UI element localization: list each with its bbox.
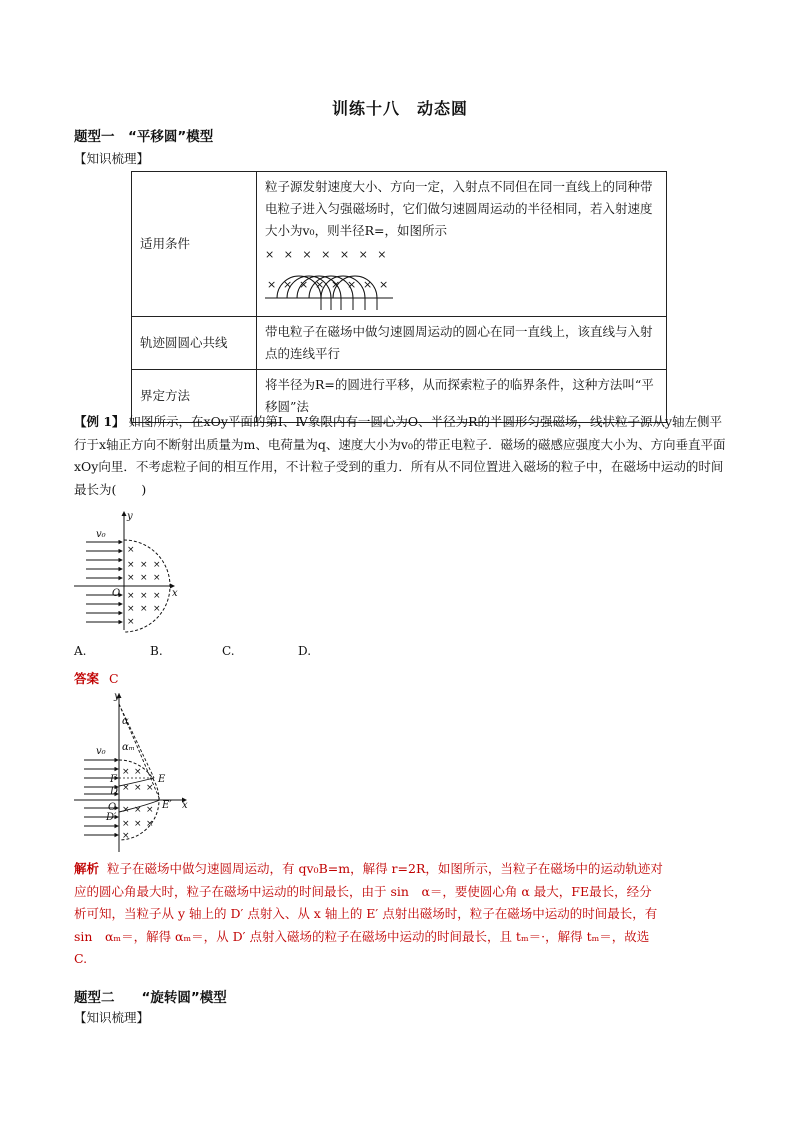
- svg-text:×: ×: [140, 604, 148, 614]
- fig-v0-label: v₀: [96, 529, 106, 540]
- svg-text:×: ×: [153, 604, 161, 614]
- svg-text:×: ×: [153, 591, 161, 601]
- fig-x-label: x: [172, 588, 178, 599]
- option-a: A.: [74, 644, 87, 658]
- svg-text:×: ×: [122, 767, 130, 777]
- fig-origin-label: O: [112, 588, 121, 599]
- svg-text:×: ×: [127, 617, 135, 627]
- fig-y-label: y: [127, 511, 133, 522]
- field-crosses: × × × × × × ×: [265, 248, 390, 261]
- parallel-circles-figure: [265, 242, 658, 312]
- analysis-line: 应的圆心角最大时，粒子在磁场中运动的时间最长，由于 sin α＝，要使圆心角 α 最大，FE最长，经分: [74, 883, 652, 899]
- analysis-label: 解析: [74, 861, 100, 876]
- svg-text:×: ×: [127, 545, 135, 555]
- table-row: [132, 172, 667, 317]
- svg-text:×: ×: [315, 278, 325, 291]
- fig2-eprime-label: E′: [162, 800, 172, 811]
- svg-text:×: ×: [347, 278, 357, 291]
- page-title: 训练十八 动态圆: [331, 99, 468, 118]
- analysis-line: 析可知，当粒子从 y 轴上的 D′ 点射入、从 x 轴上的 E′ 点射出磁场时，粒子在磁场中运动的时间最长，有: [74, 906, 658, 921]
- analysis-line: C.: [74, 951, 88, 966]
- svg-text:×: ×: [122, 831, 130, 841]
- option-d: D.: [298, 644, 312, 658]
- table-cell: [257, 172, 667, 317]
- svg-text:×: ×: [146, 783, 154, 793]
- knowledge-label: 【知识梳理】: [74, 151, 150, 166]
- analysis-line: 解析 粒子在磁场中做匀速圆周运动，有 qv₀B=m，解得 r=2R，如图所示，当粒子在磁场中的运动轨迹对: [74, 861, 663, 876]
- section2-heading: 题型二 “旋转圆”模型: [74, 990, 227, 1006]
- svg-text:×: ×: [134, 819, 142, 829]
- table-text: 粒子源发射速度大小、方向一定，入射点不同但在同一直线上的同种带电粒子进入匀强磁场时，它们做匀速圆周运动的半径相同，若入射速度大小为v₀，则半径R=，如图所示: [265, 179, 653, 238]
- example-figure: [74, 508, 194, 633]
- svg-text:×: ×: [122, 805, 130, 815]
- svg-text:×: ×: [140, 591, 148, 601]
- fig2-f-label: F: [110, 774, 117, 785]
- svg-text:×: ×: [267, 278, 277, 291]
- table-row: [132, 317, 667, 370]
- svg-text:×: ×: [140, 560, 148, 570]
- option-b: B.: [150, 644, 163, 658]
- svg-text:×: ×: [134, 783, 142, 793]
- svg-text:×: ×: [134, 805, 142, 815]
- svg-text:×: ×: [299, 278, 309, 291]
- answer: [74, 669, 119, 687]
- analysis: [74, 858, 734, 971]
- svg-text:×: ×: [127, 560, 135, 570]
- example-tag: 【例 1】: [74, 414, 125, 429]
- parallel-circles-svg: [265, 242, 405, 312]
- table-label: 轨迹圆圆心共线: [132, 317, 257, 370]
- fig2-x-label: x: [182, 800, 188, 811]
- fig2-y-label: y: [114, 691, 120, 702]
- fig2-alpham-label: αₘ: [122, 742, 135, 753]
- fig2-origin-label: O: [108, 802, 117, 813]
- fig2-d-label: D: [110, 786, 119, 797]
- fig2-e-label: E: [158, 774, 166, 785]
- svg-text:×: ×: [331, 278, 341, 291]
- svg-text:×: ×: [363, 278, 373, 291]
- option-c: C.: [222, 644, 235, 658]
- svg-text:×: ×: [379, 278, 389, 291]
- section2-knowledge-label: 【知识梳理】: [74, 1010, 150, 1025]
- fig2-alpha-label: α: [122, 716, 129, 727]
- svg-text:×: ×: [146, 819, 154, 829]
- table-text: 带电粒子在磁场中做匀速圆周运动的圆心在同一直线上，该直线与入射点的连线平行: [257, 317, 667, 370]
- svg-text:×: ×: [153, 560, 161, 570]
- svg-text:×: ×: [122, 783, 130, 793]
- table-text: 将半径为R=的圆进行平移，从而探索粒子的临界条件，这种方法叫“平移圆”法: [257, 370, 667, 423]
- answer-figure: [74, 690, 194, 855]
- svg-text:×: ×: [127, 604, 135, 614]
- svg-text:×: ×: [146, 805, 154, 815]
- analysis-line: sin αₘ＝，解得 αₘ＝，从 D′ 点射入磁场的粒子在磁场中运动的时间最长，且 tₘ＝·，解得 tₘ＝，故选: [74, 928, 650, 944]
- svg-text:×: ×: [127, 591, 135, 601]
- answer-label: 答案: [74, 671, 100, 686]
- knowledge-table: [131, 171, 667, 423]
- svg-text:×: ×: [140, 573, 148, 583]
- fig2-v0-label: v₀: [96, 746, 106, 757]
- table-label: 适用条件: [132, 172, 257, 317]
- table-label: 界定方法: [132, 370, 257, 423]
- example-1: [74, 411, 726, 501]
- svg-text:×: ×: [283, 278, 293, 291]
- section1-heading: 题型一 “平移圆”模型: [74, 129, 214, 145]
- example-text: 如图所示，在xOy平面的第Ⅰ、Ⅳ象限内有一圆心为O、半径为R的半圆形匀强磁场，线状粒子源从y轴左侧平行于x轴正方向不断射出质量为m、电荷量为q、速度大小为v₀的带正电粒子．磁场的磁感应强度大小为、方向垂直平面xOy向里．不考虑粒子间的相互作用，不计粒子受到的重力．所有从不同位置进入磁场的粒子中，在磁场中运动的时间最长为( ): [74, 414, 726, 497]
- svg-text:×: ×: [153, 573, 161, 583]
- svg-text:×: ×: [127, 573, 135, 583]
- fig2-dprime-label: D′: [106, 812, 117, 823]
- svg-text:×: ×: [134, 767, 142, 777]
- svg-text:×: ×: [122, 819, 130, 829]
- answer-value: C: [109, 671, 119, 686]
